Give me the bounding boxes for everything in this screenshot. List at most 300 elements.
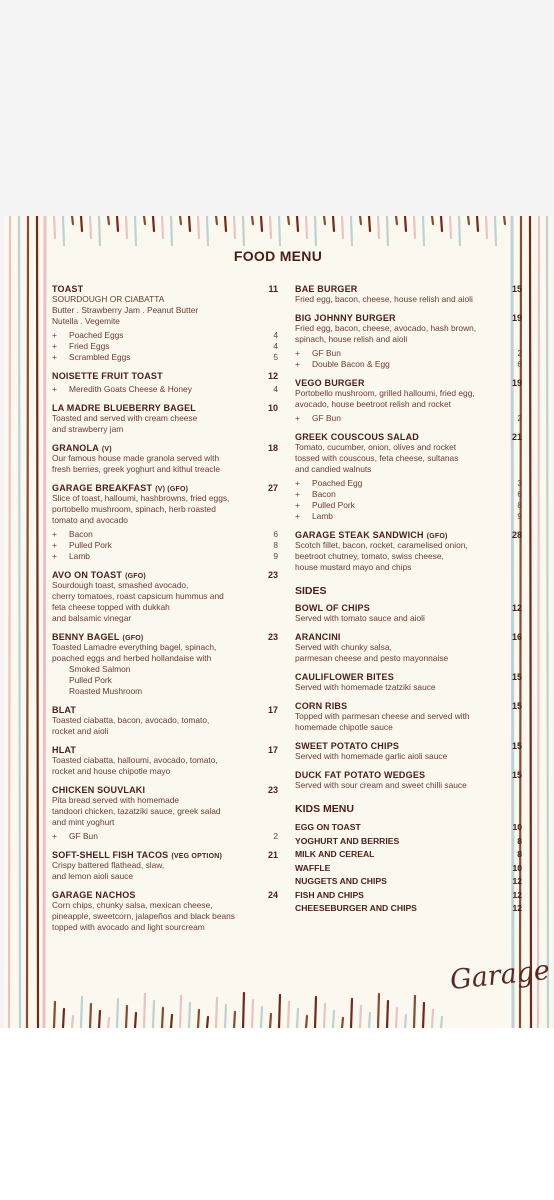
top-stripe [468, 216, 469, 224]
menu-item [295, 770, 522, 791]
top-stripe [351, 216, 352, 245]
bottom-stripe [81, 997, 82, 1028]
top-stripe [243, 216, 244, 245]
menu-item [295, 432, 522, 522]
plus-icon: + [52, 551, 57, 561]
bottom-stripe [216, 998, 217, 1028]
menu-item [295, 530, 522, 573]
menu-item-header [295, 432, 522, 442]
top-stripe [270, 216, 271, 238]
bottom-stripe [225, 1005, 226, 1028]
menu-item-description: rocket and aioli [52, 726, 109, 736]
dietary-tag: (VEG OPTION) [171, 853, 222, 860]
kids-item-name: MILK AND CEREAL [295, 849, 375, 859]
top-stripe [90, 216, 91, 238]
add-on-price: 4 [273, 341, 278, 351]
menu-item-name: DUCK FAT POTATO WEDGES [295, 770, 426, 780]
top-stripe [423, 216, 424, 245]
add-on-row [52, 341, 278, 352]
add-on-label: + Lamb [295, 511, 333, 521]
menu-item-price: 23 [267, 785, 278, 795]
add-on-label: + Bacon [295, 489, 336, 499]
menu-item-subtitle: SOURDOUGH OR CIABATTA [52, 294, 165, 304]
menu-item-price: 17 [267, 745, 278, 755]
menu-item-description: Served with chunky salsa, [295, 642, 392, 652]
bottom-stripe [279, 995, 280, 1028]
menu-item-description: Served with homemade garlic aioli sauce [295, 751, 448, 761]
top-stripe [135, 216, 136, 245]
menu-item [52, 890, 278, 933]
add-on-row [52, 831, 278, 842]
dietary-tag: (GFO) [426, 533, 448, 540]
garage-logo: Garage [448, 954, 552, 997]
top-stripe [342, 216, 343, 238]
menu-item-price: 15 [511, 701, 522, 711]
top-stripe [315, 216, 316, 245]
top-stripe [126, 216, 127, 238]
bottom-stripe [180, 996, 181, 1028]
bottom-stripe [252, 1000, 253, 1028]
menu-item-header [295, 672, 522, 682]
menu-item-name: SOFT-SHELL FISH TACOS (VEG OPTION) [52, 850, 222, 860]
menu-item-header [52, 371, 278, 381]
bottom-stripe [351, 999, 352, 1028]
menu-item-name: ARANCINI [295, 632, 341, 642]
top-stripe [99, 216, 100, 245]
menu-item-header [52, 705, 278, 715]
menu-item-name: GREEK COUSCOUS SALAD [295, 432, 420, 442]
menu-item [295, 632, 522, 664]
top-stripe [216, 216, 217, 224]
menu-item [52, 284, 278, 363]
menu-item-price: 10 [267, 403, 278, 413]
add-on-label: + Pulled Pork [52, 540, 112, 550]
top-stripe [324, 216, 325, 224]
menu-item-name: BENNY BAGEL (GFO) [52, 632, 144, 642]
menu-item-description: Crispy battered flathead, slaw, [52, 860, 165, 870]
bottom-stripe [153, 1001, 154, 1028]
kids-item-name: CHEESEBURGER AND CHIPS [295, 903, 417, 913]
menu-item-description: Fried egg, bacon, cheese, avocado, hash brown, [295, 323, 477, 333]
menu-item [52, 443, 278, 475]
top-stripe [153, 216, 154, 231]
add-on-price: 4 [273, 330, 278, 340]
add-on-row [52, 551, 278, 562]
menu-item-name: CHICKEN SOUVLAKI [52, 785, 146, 795]
top-stripe [72, 216, 73, 224]
menu-item-header [52, 483, 278, 493]
menu-item-description: Tomato, cucumber, onion, olives and rocket [295, 442, 457, 452]
kids-item-name: NUGGETS AND CHIPS [295, 876, 387, 886]
plus-icon: + [295, 489, 300, 499]
bottom-stripe [189, 1003, 190, 1028]
bottom-stripe [378, 994, 379, 1028]
menu-item [52, 570, 278, 624]
kids-item-price: 10 [512, 822, 522, 832]
bottom-stripe [126, 1006, 127, 1028]
menu-item-price: 15 [511, 284, 522, 294]
top-stripe [279, 216, 280, 245]
kids-menu-item [295, 821, 522, 835]
plus-icon: + [52, 831, 57, 841]
top-stripe [477, 216, 478, 231]
add-ons-list [52, 384, 278, 395]
menu-item-header [295, 701, 522, 711]
top-stripe [189, 216, 190, 231]
bottom-stripe [315, 997, 316, 1028]
menu-item [52, 850, 278, 882]
add-on-label: + Double Bacon & Egg [295, 359, 390, 369]
menu-item-description: Sourdough toast, smashed avocado, [52, 580, 189, 590]
right-column [295, 284, 522, 916]
menu-item-header [52, 785, 278, 795]
bottom-stripe [135, 1013, 136, 1028]
menu-item-price: 12 [267, 371, 278, 381]
plus-icon: + [295, 359, 300, 369]
add-ons-list [52, 529, 278, 562]
kids-item-price: 10 [512, 862, 522, 873]
side-stripe [19, 216, 20, 1028]
add-ons-list [52, 330, 278, 363]
add-on-row [295, 500, 522, 511]
bottom-stripe [99, 1011, 100, 1028]
plus-icon: + [295, 511, 300, 521]
side-stripe [9, 216, 10, 1028]
menu-item-price: 11 [268, 284, 278, 294]
menu-item-name: AVO ON TOAST (GFO) [52, 570, 146, 580]
menu-item-description: Served with tomato sauce and aioli [295, 613, 425, 623]
menu-item-name: BAE BURGER [295, 284, 358, 294]
plus-icon: + [52, 330, 57, 340]
menu-card [4, 216, 552, 1028]
menu-item-name: GRANOLA (V) [52, 443, 112, 453]
menu-item-description: tomato and avocado [52, 515, 128, 525]
plus-icon: + [295, 500, 300, 510]
menu-item [52, 705, 278, 737]
bottom-stripe [297, 1009, 298, 1028]
side-stripe [37, 216, 38, 1028]
kids-menu-item [295, 889, 522, 903]
menu-item-description: Toasted ciabatta, halloumi, avocado, tomato, [52, 755, 218, 765]
menu-item-price: 23 [267, 632, 278, 642]
add-on-row [52, 384, 278, 395]
kids-item-price: 8 [517, 835, 522, 846]
top-stripe [108, 216, 109, 224]
menu-item-description: rocket and house chipotle mayo [52, 766, 171, 776]
menu-item-description: Topped with parmesan cheese and served with [295, 711, 470, 721]
menu-title: FOOD MENU [233, 248, 323, 264]
add-on-label: + Scrambled Eggs [52, 352, 131, 362]
menu-item-header [295, 741, 522, 751]
bottom-stripe [234, 1012, 235, 1028]
add-on-row [52, 352, 278, 363]
bottom-stripe [162, 1008, 163, 1028]
plus-icon: + [52, 341, 57, 351]
bottom-stripe [90, 1004, 91, 1028]
menu-item [52, 403, 278, 435]
plus-icon: + [295, 478, 300, 488]
plus-icon: + [52, 352, 57, 362]
add-on-label: + Bacon [52, 529, 93, 539]
menu-item-price: 12 [511, 603, 522, 613]
menu-item-description: fresh berries, greek yoghurt and kithul treacle [52, 464, 221, 474]
top-stripe [261, 216, 262, 231]
menu-item-description: Portobello mushroom, grilled halloumi, fried egg, [295, 388, 475, 398]
menu-item-description: feta cheese topped with dukkah [52, 602, 170, 612]
side-stripe [530, 216, 531, 1028]
bottom-stripe [387, 1001, 388, 1028]
top-stripe [234, 216, 235, 238]
menu-item-header [295, 530, 522, 540]
dietary-tag: (V) [101, 446, 112, 453]
top-stripe [144, 216, 145, 224]
plus-icon: + [295, 413, 300, 423]
kids-item-name: YOGHURT AND BERRIES [295, 835, 400, 846]
menu-item-price: 15 [511, 741, 522, 751]
top-stripe [387, 216, 388, 245]
menu-item-description: and strawberry jam [52, 424, 124, 434]
add-on-price: 5 [273, 352, 278, 362]
menu-item-option: Roasted Mushroom [69, 686, 143, 696]
dietary-tag: (GFO) [122, 635, 144, 642]
dietary-tag: (GFO) [125, 573, 146, 580]
menu-item-name: HLAT [52, 745, 77, 755]
bottom-stripe [171, 1015, 172, 1028]
menu-item-description: Toasted Lamadre everything bagel, spinach, [52, 642, 217, 652]
blank-background [0, 1028, 554, 1200]
menu-item-price: 15 [511, 672, 522, 682]
sides-heading: SIDES [295, 585, 327, 597]
kids-item-price: 12 [512, 876, 522, 886]
add-on-price: 2 [517, 413, 522, 423]
dietary-tag: (V) (GFO) [155, 486, 189, 493]
menu-item [295, 378, 522, 424]
bottom-stripe [369, 1013, 370, 1028]
menu-item-option: Smoked Salmon [69, 664, 131, 674]
menu-item-name: VEGO BURGER [295, 378, 365, 388]
bottom-stripe [405, 1015, 406, 1028]
top-stripe [54, 216, 55, 238]
bottom-stripe [333, 1011, 334, 1028]
menu-item-name: GARAGE BREAKFAST (V) (GFO) [52, 483, 189, 493]
menu-item [295, 741, 522, 762]
top-stripe [297, 216, 298, 231]
menu-item-description: parmesan cheese and pesto mayonnaise [295, 653, 449, 663]
menu-item-description: Fried egg, bacon, cheese, house relish and aioli [295, 294, 473, 304]
plus-icon: + [52, 529, 57, 539]
add-on-label: + Fried Eggs [52, 341, 110, 351]
top-stripe [414, 216, 415, 238]
menu-item-price: 21 [267, 850, 278, 860]
menu-item-name: CAULIFLOWER BITES [295, 672, 394, 682]
top-stripe [396, 216, 397, 224]
menu-item-name: BIG JOHNNY BURGER [295, 313, 396, 323]
add-on-price: 8 [517, 500, 522, 510]
menu-item-description: tandoori chicken, tazatziki sauce, greek salad [52, 806, 221, 816]
add-on-row [52, 330, 278, 341]
top-stripe [117, 216, 118, 231]
menu-item-header [52, 632, 278, 642]
add-on-label: + GF Bun [295, 413, 341, 423]
menu-item-description: and candied walnuts [295, 464, 372, 474]
kids-item-price: 8 [517, 849, 522, 859]
add-on-label: + Poached Egg [295, 478, 363, 488]
top-stripe [495, 216, 496, 245]
menu-item [295, 672, 522, 693]
top-stripe [225, 216, 226, 231]
add-on-row [295, 413, 522, 424]
menu-item [295, 313, 522, 370]
bottom-stripe [198, 1010, 199, 1028]
top-stripe [369, 216, 370, 231]
top-stripe [162, 216, 163, 238]
menu-item-description: Nutella . Vegemite [52, 316, 120, 326]
top-stripe [504, 216, 505, 224]
bottom-stripe [63, 1009, 64, 1028]
add-on-price: 8 [273, 540, 278, 550]
menu-item-price: 18 [267, 443, 278, 453]
menu-item-header [295, 284, 522, 294]
menu-item-description: avocado, house beetroot relish and rocket [295, 399, 451, 409]
menu-item-description: spinach, house relish and aioli [295, 334, 408, 344]
menu-item-name: GARAGE NACHOS [52, 890, 136, 900]
plus-icon: + [295, 348, 300, 358]
add-on-row [52, 540, 278, 551]
menu-item [295, 603, 522, 624]
bottom-stripe [432, 1010, 433, 1028]
menu-item-price: 27 [267, 483, 278, 493]
add-ons-list [295, 348, 522, 370]
bottom-stripe [243, 993, 244, 1028]
menu-item-price: 17 [267, 705, 278, 715]
bottom-stripe [342, 1018, 343, 1028]
add-on-price: 3 [517, 478, 522, 488]
add-on-price: 6 [517, 489, 522, 499]
bottom-stripe [396, 1008, 397, 1028]
add-on-row [52, 529, 278, 540]
add-on-price: 6 [517, 359, 522, 369]
menu-item-name: SWEET POTATO CHIPS [295, 741, 400, 751]
bottom-stripe [117, 999, 118, 1028]
add-on-price: 6 [273, 529, 278, 539]
menu-item-price: 19 [511, 313, 522, 323]
menu-item-header [52, 745, 278, 755]
menu-item [52, 632, 278, 697]
menu-item-description: poached eggs and herbed hollandaise with [52, 653, 212, 663]
menu-item-description: pineapple, sweetcorn, jalapeños and black beans [52, 911, 235, 921]
top-stripe [459, 216, 460, 245]
bottom-stripe [270, 1014, 271, 1028]
kids-item-price: 12 [512, 889, 522, 900]
menu-item-name: GARAGE STEAK SANDWICH (GFO) [295, 530, 448, 540]
top-stripe [171, 216, 172, 245]
add-on-price: 9 [517, 511, 522, 521]
top-stripe [252, 216, 253, 224]
menu-item-header [52, 443, 278, 453]
side-stripe [44, 216, 45, 1028]
bottom-stripe [414, 996, 415, 1028]
menu-item-description: portobello mushroom, spinach, herb roasted [52, 504, 216, 514]
side-stripe [27, 216, 28, 1028]
menu-item-header [52, 890, 278, 900]
bottom-stripe [360, 1006, 361, 1028]
top-stripe [81, 216, 82, 231]
menu-item-header [295, 770, 522, 780]
add-on-row [295, 359, 522, 370]
add-on-label: + GF Bun [295, 348, 341, 358]
bottom-stripe [144, 994, 145, 1028]
add-on-row [295, 511, 522, 522]
kids-item-name: FISH AND CHIPS [295, 889, 364, 900]
menu-item-name: BOWL OF CHIPS [295, 603, 370, 613]
plus-icon: + [52, 540, 57, 550]
bottom-stripe [72, 1016, 73, 1028]
menu-item [295, 284, 522, 305]
menu-item-description: house mustard mayo and chips [295, 562, 412, 572]
bottom-stripe [207, 1017, 208, 1028]
top-stripe [441, 216, 442, 231]
bottom-stripe [441, 1017, 442, 1028]
top-stripe [288, 216, 289, 224]
add-on-row [295, 348, 522, 359]
add-ons-list [295, 478, 522, 522]
bottom-stripe [288, 1002, 289, 1028]
menu-item-description: and lemon aioli sauce [52, 871, 134, 881]
menu-item [52, 785, 278, 842]
menu-item-description: topped with avocado and light sourcream [52, 922, 205, 932]
bottom-stripe [306, 1016, 307, 1028]
menu-item-description: beetroot chutney, tomato, swiss cheese, [295, 551, 444, 561]
menu-item-header [52, 850, 278, 860]
menu-item-price: 21 [511, 432, 522, 442]
bottom-stripe [108, 1018, 109, 1028]
left-column [52, 284, 278, 941]
add-on-label: + Pulled Pork [295, 500, 355, 510]
side-stripe [547, 216, 548, 1028]
top-stripe [486, 216, 487, 238]
top-stripe [180, 216, 181, 224]
bottom-stripe [324, 1004, 325, 1028]
menu-item-name: TOAST [52, 284, 84, 294]
add-on-price: 4 [273, 384, 278, 394]
menu-item-name: NOISETTE FRUIT TOAST [52, 371, 163, 381]
add-on-row [295, 478, 522, 489]
kids-item-name: WAFFLE [295, 862, 331, 873]
menu-item-description: Corn chips, chunky salsa, mexican cheese, [52, 900, 213, 910]
add-on-label: + Lamb [52, 551, 90, 561]
plus-icon: + [52, 384, 57, 394]
menu-item-description: Toasted and served with cream cheese [52, 413, 198, 423]
kids-menu-item [295, 848, 522, 862]
kids-item-price: 12 [512, 903, 522, 913]
bottom-stripe [261, 1007, 262, 1028]
menu-item-header [52, 284, 278, 294]
menu-item-description: and balsamic vinegar [52, 613, 132, 623]
menu-item-description: Served with homemade tzatziki sauce [295, 682, 436, 692]
add-on-label: + GF Bun [52, 831, 98, 841]
menu-item-description: homemade chipotle sauce [295, 722, 393, 732]
menu-item-option: Pulled Pork [69, 675, 112, 685]
menu-item-description: Slice of toast, halloumi, hashbrowns, fried eggs, [52, 493, 230, 503]
menu-item-description: cherry tomatoes, roast capsicum hummus and [52, 591, 224, 601]
add-on-label: + Poached Eggs [52, 330, 124, 340]
bottom-stripe [423, 1003, 424, 1028]
menu-item-price: 28 [511, 530, 522, 540]
menu-item-description: and mint yoghurt [52, 817, 115, 827]
menu-item-description: Served with sour cream and sweet chilli sauce [295, 780, 467, 790]
top-stripe [405, 216, 406, 231]
menu-item-price: 15 [511, 770, 522, 780]
